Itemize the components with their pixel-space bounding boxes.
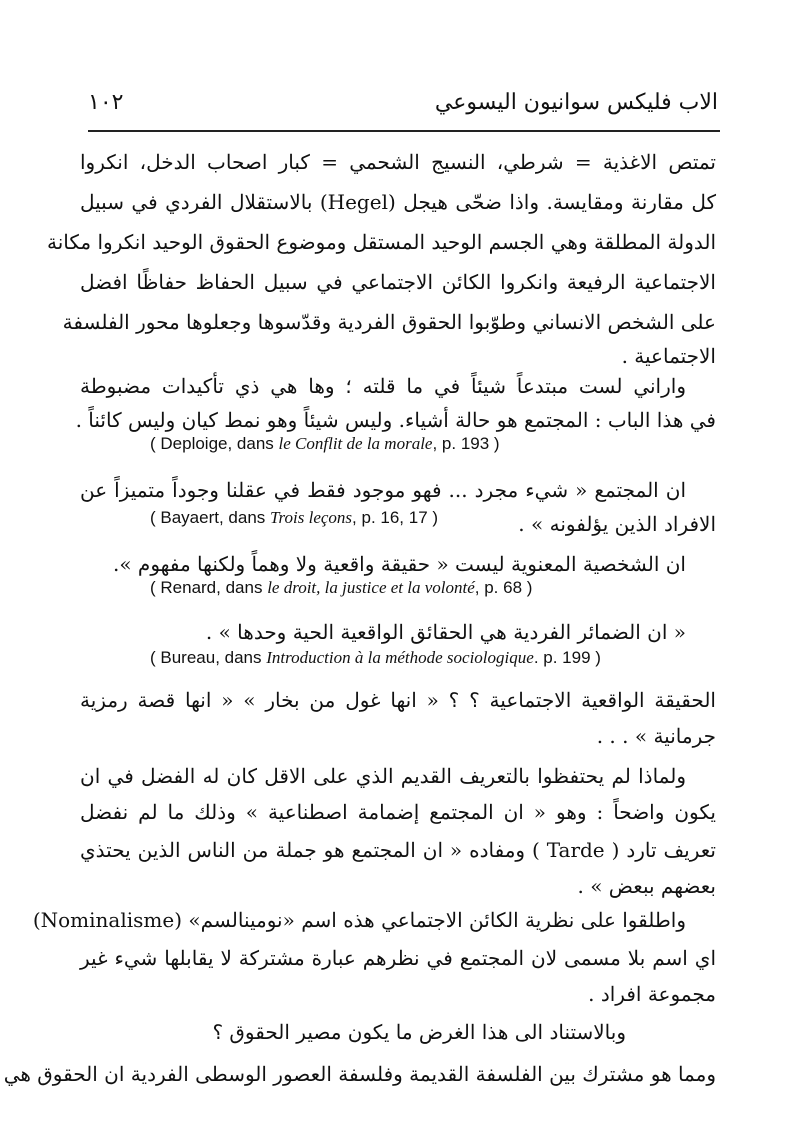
text-line: كل مقارنة ومقايسة. واذا ضحّى هيجل (Hegel) بالاستقلال الفردي في سبيل (80, 190, 717, 214)
text-line: ان المجتمع « شيء مجرد ... فهو موجود فقط في عقلنا وجوداً متميزاً عن (80, 478, 686, 502)
text-line: جرمانية » . . . (596, 724, 716, 748)
text-line: ان الشخصية المعنوية ليست « حقيقة واقعية ولا وهماً ولكنها مفهوم ». (112, 552, 686, 576)
text-line: بعضهم ببعض » . (577, 874, 716, 898)
text-line: واراني لست مبتدعاً شيئاً في ما قلته ؛ وها هي ذي تأكيدات مضبوطة (80, 374, 686, 398)
citation: ( Bureau, dans Introduction à la méthode sociologique. p. 199 ) (150, 648, 601, 667)
text-line: الاجتماعية الرفيعة وانكروا الكائن الاجتماعي في سبيل الحفاظ حفاظًا افضل (80, 270, 716, 294)
running-title: الاب فليكس سوانيون اليسوعي (434, 90, 718, 115)
text-line: وبالاستناد الى هذا الغرض ما يكون مصير الحقوق ؟ (212, 1020, 626, 1044)
text-line: اي اسم بلا مسمى لان المجتمع في نظرهم عبارة مشتركة لا يقابلها شيء غير (80, 946, 716, 970)
text-line: الحقيقة الواقعية الاجتماعية ؟ ؟ « انها غول من بخار » « انها قصة رمزية (80, 688, 716, 712)
text-line: الدولة المطلقة وهي الجسم الوحيد المستقل وموضوع الحقوق الوحيد انكروا مكانة (46, 230, 716, 254)
text-line: الاجتماعية . (621, 344, 716, 368)
citation: ( Bayaert, dans Trois leçons, p. 16, 17 ) (150, 508, 439, 527)
page-number: ١٠٢ (88, 90, 124, 115)
text-line: تمتص الاغذية = شرطي، النسيج الشحمي = كبار اصحاب الدخل، انكروا (80, 150, 716, 174)
text-line: يكون واضحاً : وهو « ان المجتمع إضمامة اصطناعية » وذلك ما لم نفضل (80, 800, 716, 824)
citation: ( Deploige, dans le Conflit de la morale, p. 193 ) (150, 434, 500, 453)
citation: ( Renard, dans le droit, la justice et la volonté, p. 68 ) (150, 578, 533, 597)
text-line: « ان الضمائر الفردية هي الحقائق الواقعية الحية وحدها » . (205, 620, 686, 644)
header-rule (88, 130, 720, 132)
text-line: واطلقوا على نظرية الكائن الاجتماعي هذه اسم «نومينالسم» (Nominalisme) (32, 908, 686, 932)
page-header (88, 90, 718, 130)
text-line: مجموعة افراد . (588, 982, 716, 1006)
text-line: الافراد الذين يؤلفونه » . (518, 512, 716, 536)
text-line: ومما هو مشترك بين الفلسفة القديمة وفلسفة العصور الوسطى الفردية ان الحقوق هي (3, 1062, 716, 1086)
text-line: ولماذا لم يحتفظوا بالتعريف القديم الذي على الاقل كان له الفضل في ان (80, 764, 686, 788)
text-line: في هذا الباب : المجتمع هو حالة أشياء. وليس شيئاً وهو نمط كيان وليس كائناً . (75, 408, 716, 432)
text-line: تعريف تارد ( Tarde ) ومفاده « ان المجتمع هو جملة من الناس الذين يحتذي (80, 838, 716, 862)
text-line: على الشخص الانساني وطوّبوا الحقوق الفردية وقدّسوها وجعلوها محور الفلسفة (62, 310, 716, 334)
